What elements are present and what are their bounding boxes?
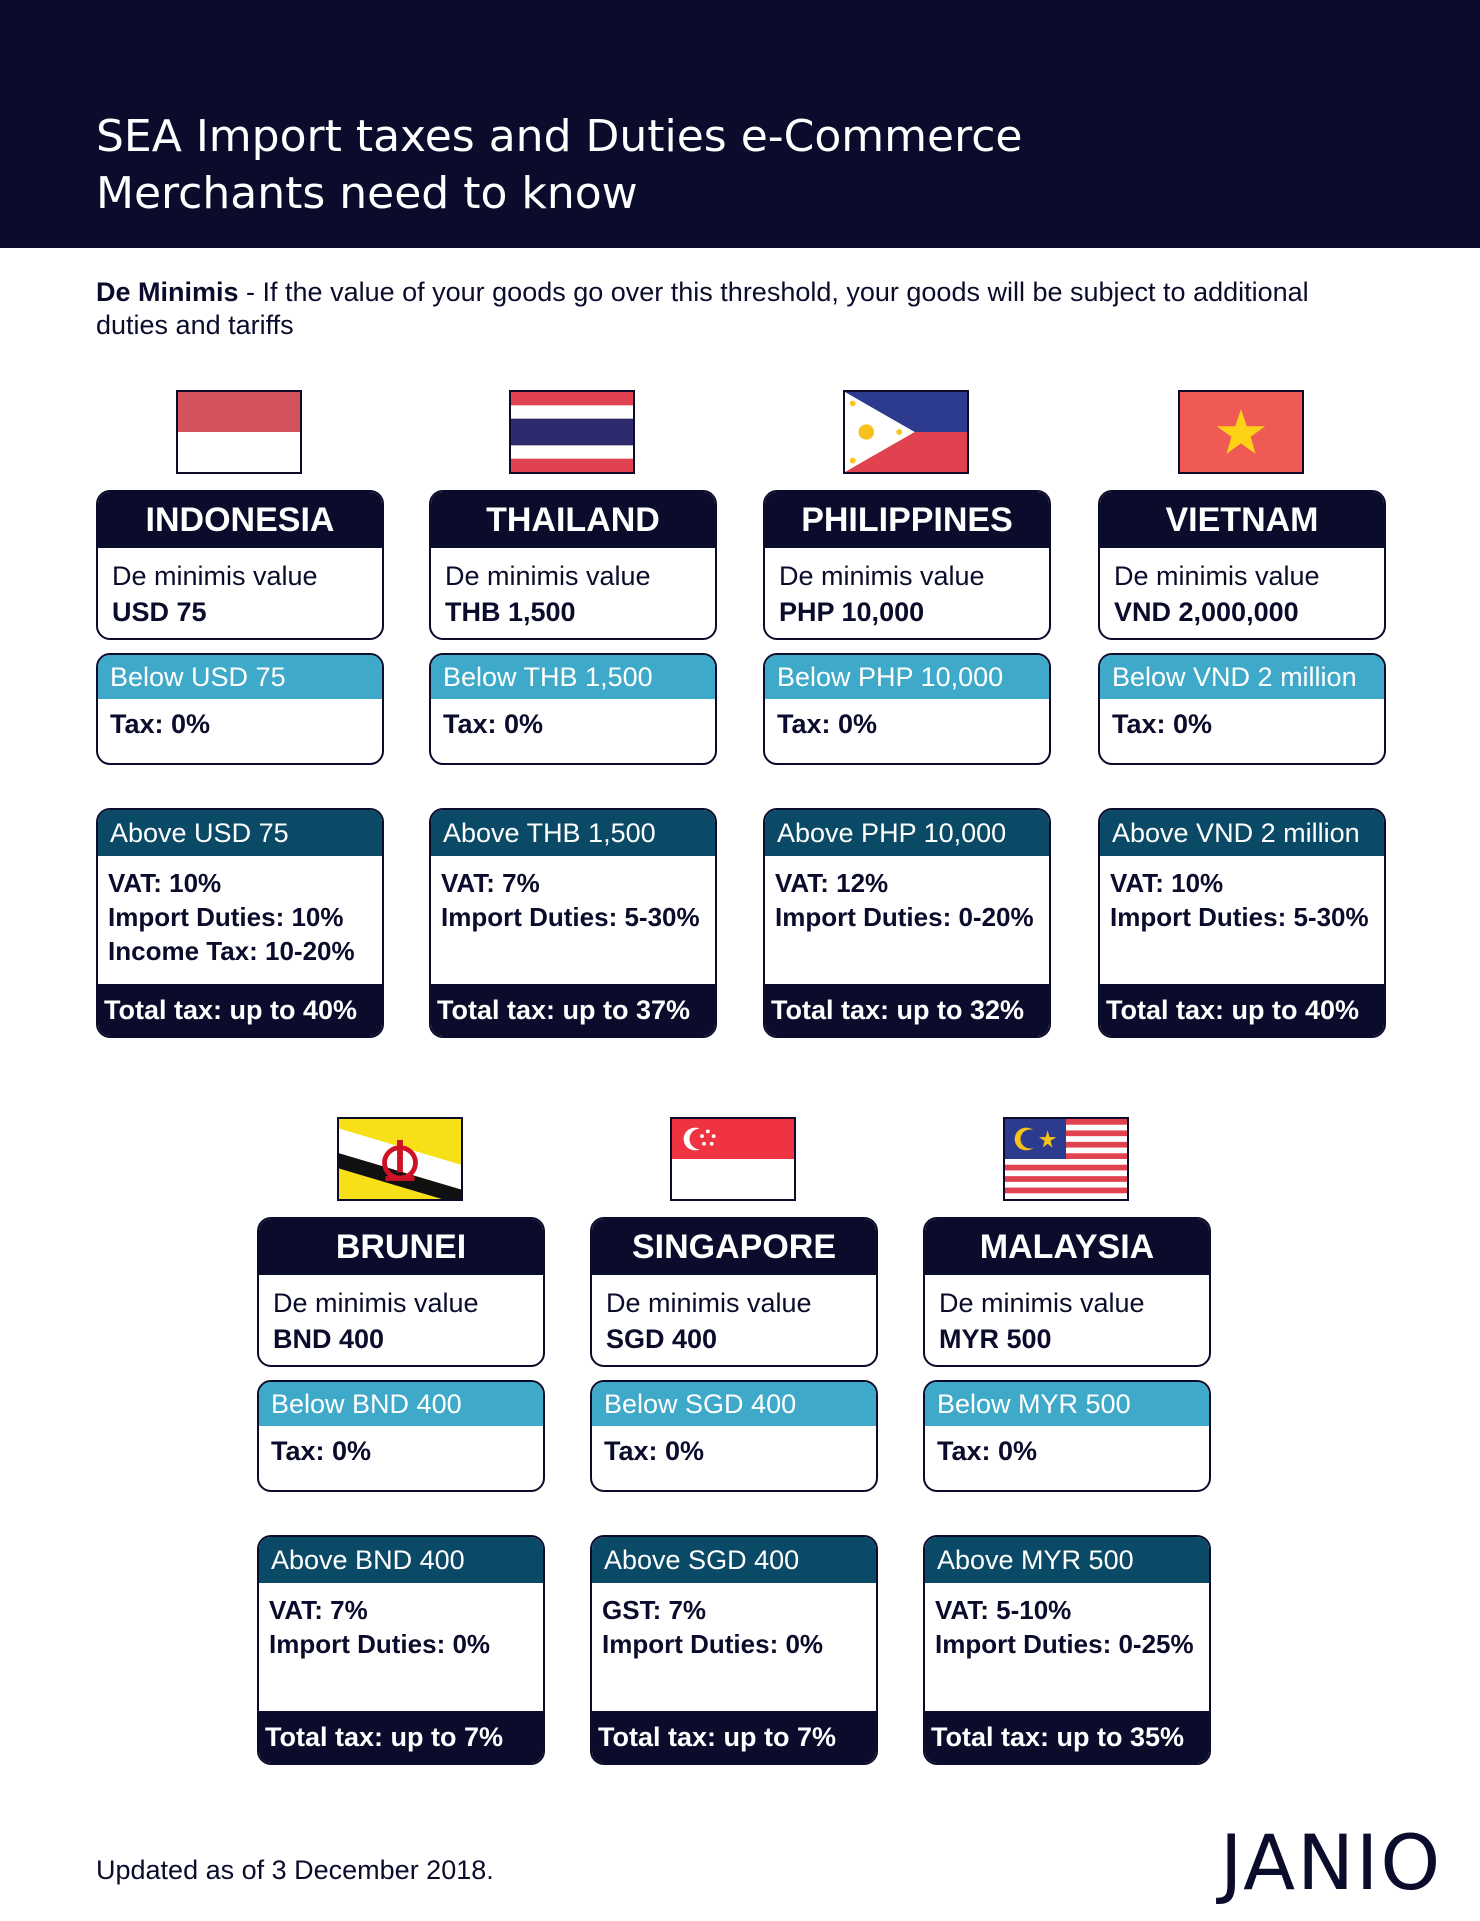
intro-term: De Minimis [96,277,239,307]
below-threshold-label: Below VND 2 million [1100,655,1384,699]
above-tax-line: GST: 7% [602,1595,707,1625]
country-name-box [923,1217,1211,1367]
country-name-box [1098,490,1386,640]
below-threshold-tax: Tax: 0% [1112,709,1213,739]
country-name: THAILAND [431,492,715,548]
above-threshold-label: Above BND 400 [259,1537,543,1583]
page-title-line-2: Merchants need to know [96,168,638,219]
above-tax-line: Income Tax: 10-20% [108,936,355,966]
above-tax-line: VAT: 12% [775,868,889,898]
de-minimis-value: VND 2,000,000 [1114,597,1299,627]
above-tax-line: VAT: 10% [1110,868,1224,898]
country-name-box [96,490,384,640]
below-threshold-label: Below THB 1,500 [431,655,715,699]
de-minimis-label: De minimis value [273,1288,479,1318]
below-threshold-tax: Tax: 0% [777,709,878,739]
janio-logo: JANIO [1220,1818,1443,1907]
below-threshold-label: Below SGD 400 [592,1382,876,1426]
philippines-flag-icon [843,390,969,474]
total-tax: Total tax: up to 37% [431,984,715,1036]
above-threshold-label: Above VND 2 million [1100,810,1384,856]
thailand-flag-icon [509,390,635,474]
above-tax-line: Import Duties: 0% [602,1629,824,1659]
above-tax-line: Import Duties: 0% [269,1629,491,1659]
page-title-line-1: SEA Import taxes and Duties e-Commerce [96,111,1023,162]
page-title [96,108,1296,222]
indonesia-flag-icon [176,390,302,474]
country-name: BRUNEI [259,1219,543,1275]
singapore-flag-icon [670,1117,796,1201]
below-threshold-box [923,1380,1211,1492]
below-threshold-label: Below MYR 500 [925,1382,1209,1426]
de-minimis-value: MYR 500 [939,1324,1052,1354]
above-threshold-box [257,1535,545,1765]
de-minimis-intro [96,276,1386,342]
above-tax-line: Import Duties: 5-30% [441,902,700,932]
above-threshold-label: Above THB 1,500 [431,810,715,856]
total-tax: Total tax: up to 35% [925,1711,1209,1763]
total-tax: Total tax: up to 7% [592,1711,876,1763]
country-name-box [429,490,717,640]
above-threshold-label: Above USD 75 [98,810,382,856]
below-threshold-tax: Tax: 0% [443,709,544,739]
country-name-box [590,1217,878,1367]
below-threshold-box [590,1380,878,1492]
de-minimis-label: De minimis value [779,561,985,591]
above-threshold-label: Above MYR 500 [925,1537,1209,1583]
malaysia-flag-icon [1003,1117,1129,1201]
above-tax-line: VAT: 5-10% [935,1595,1072,1625]
intro-text: - If the value of your goods go over this threshold, your goods will be subject to additional duties and tariffs [96,277,1309,340]
below-threshold-box [429,653,717,765]
above-threshold-box [1098,808,1386,1038]
country-name: INDONESIA [98,492,382,548]
above-tax-line: VAT: 7% [441,868,540,898]
country-name-box [257,1217,545,1367]
total-tax: Total tax: up to 32% [765,984,1049,1036]
below-threshold-tax: Tax: 0% [604,1436,705,1466]
above-threshold-box [923,1535,1211,1765]
below-threshold-label: Below BND 400 [259,1382,543,1426]
de-minimis-value: USD 75 [112,597,207,627]
above-tax-line: Import Duties: 5-30% [1110,902,1369,932]
country-name: SINGAPORE [592,1219,876,1275]
above-threshold-box [590,1535,878,1765]
de-minimis-value: BND 400 [273,1324,385,1354]
country-name-box [763,490,1051,640]
header-banner [0,0,1480,248]
vietnam-flag-icon [1178,390,1304,474]
above-tax-line: Import Duties: 0-25% [935,1629,1194,1659]
below-threshold-label: Below USD 75 [98,655,382,699]
above-threshold-box [763,808,1051,1038]
total-tax: Total tax: up to 40% [1100,984,1384,1036]
below-threshold-box [257,1380,545,1492]
de-minimis-label: De minimis value [606,1288,812,1318]
country-name: VIETNAM [1100,492,1384,548]
above-threshold-label: Above PHP 10,000 [765,810,1049,856]
de-minimis-value: SGD 400 [606,1324,718,1354]
brunei-flag-icon [337,1117,463,1201]
de-minimis-value: PHP 10,000 [779,597,925,627]
above-tax-line: VAT: 7% [269,1595,368,1625]
de-minimis-value: THB 1,500 [445,597,576,627]
below-threshold-box [1098,653,1386,765]
above-threshold-box [96,808,384,1038]
above-threshold-box [429,808,717,1038]
below-threshold-tax: Tax: 0% [937,1436,1038,1466]
above-tax-line: Import Duties: 10% [108,902,344,932]
de-minimis-label: De minimis value [939,1288,1145,1318]
above-tax-line: VAT: 10% [108,868,222,898]
total-tax: Total tax: up to 7% [259,1711,543,1763]
updated-note: Updated as of 3 December 2018. [96,1855,494,1885]
below-threshold-box [763,653,1051,765]
de-minimis-label: De minimis value [1114,561,1320,591]
de-minimis-label: De minimis value [445,561,651,591]
de-minimis-label: De minimis value [112,561,318,591]
country-name: MALAYSIA [925,1219,1209,1275]
below-threshold-box [96,653,384,765]
below-threshold-tax: Tax: 0% [271,1436,372,1466]
below-threshold-tax: Tax: 0% [110,709,211,739]
country-name: PHILIPPINES [765,492,1049,548]
total-tax: Total tax: up to 40% [98,984,382,1036]
above-tax-line: Import Duties: 0-20% [775,902,1034,932]
above-threshold-label: Above SGD 400 [592,1537,876,1583]
below-threshold-label: Below PHP 10,000 [765,655,1049,699]
